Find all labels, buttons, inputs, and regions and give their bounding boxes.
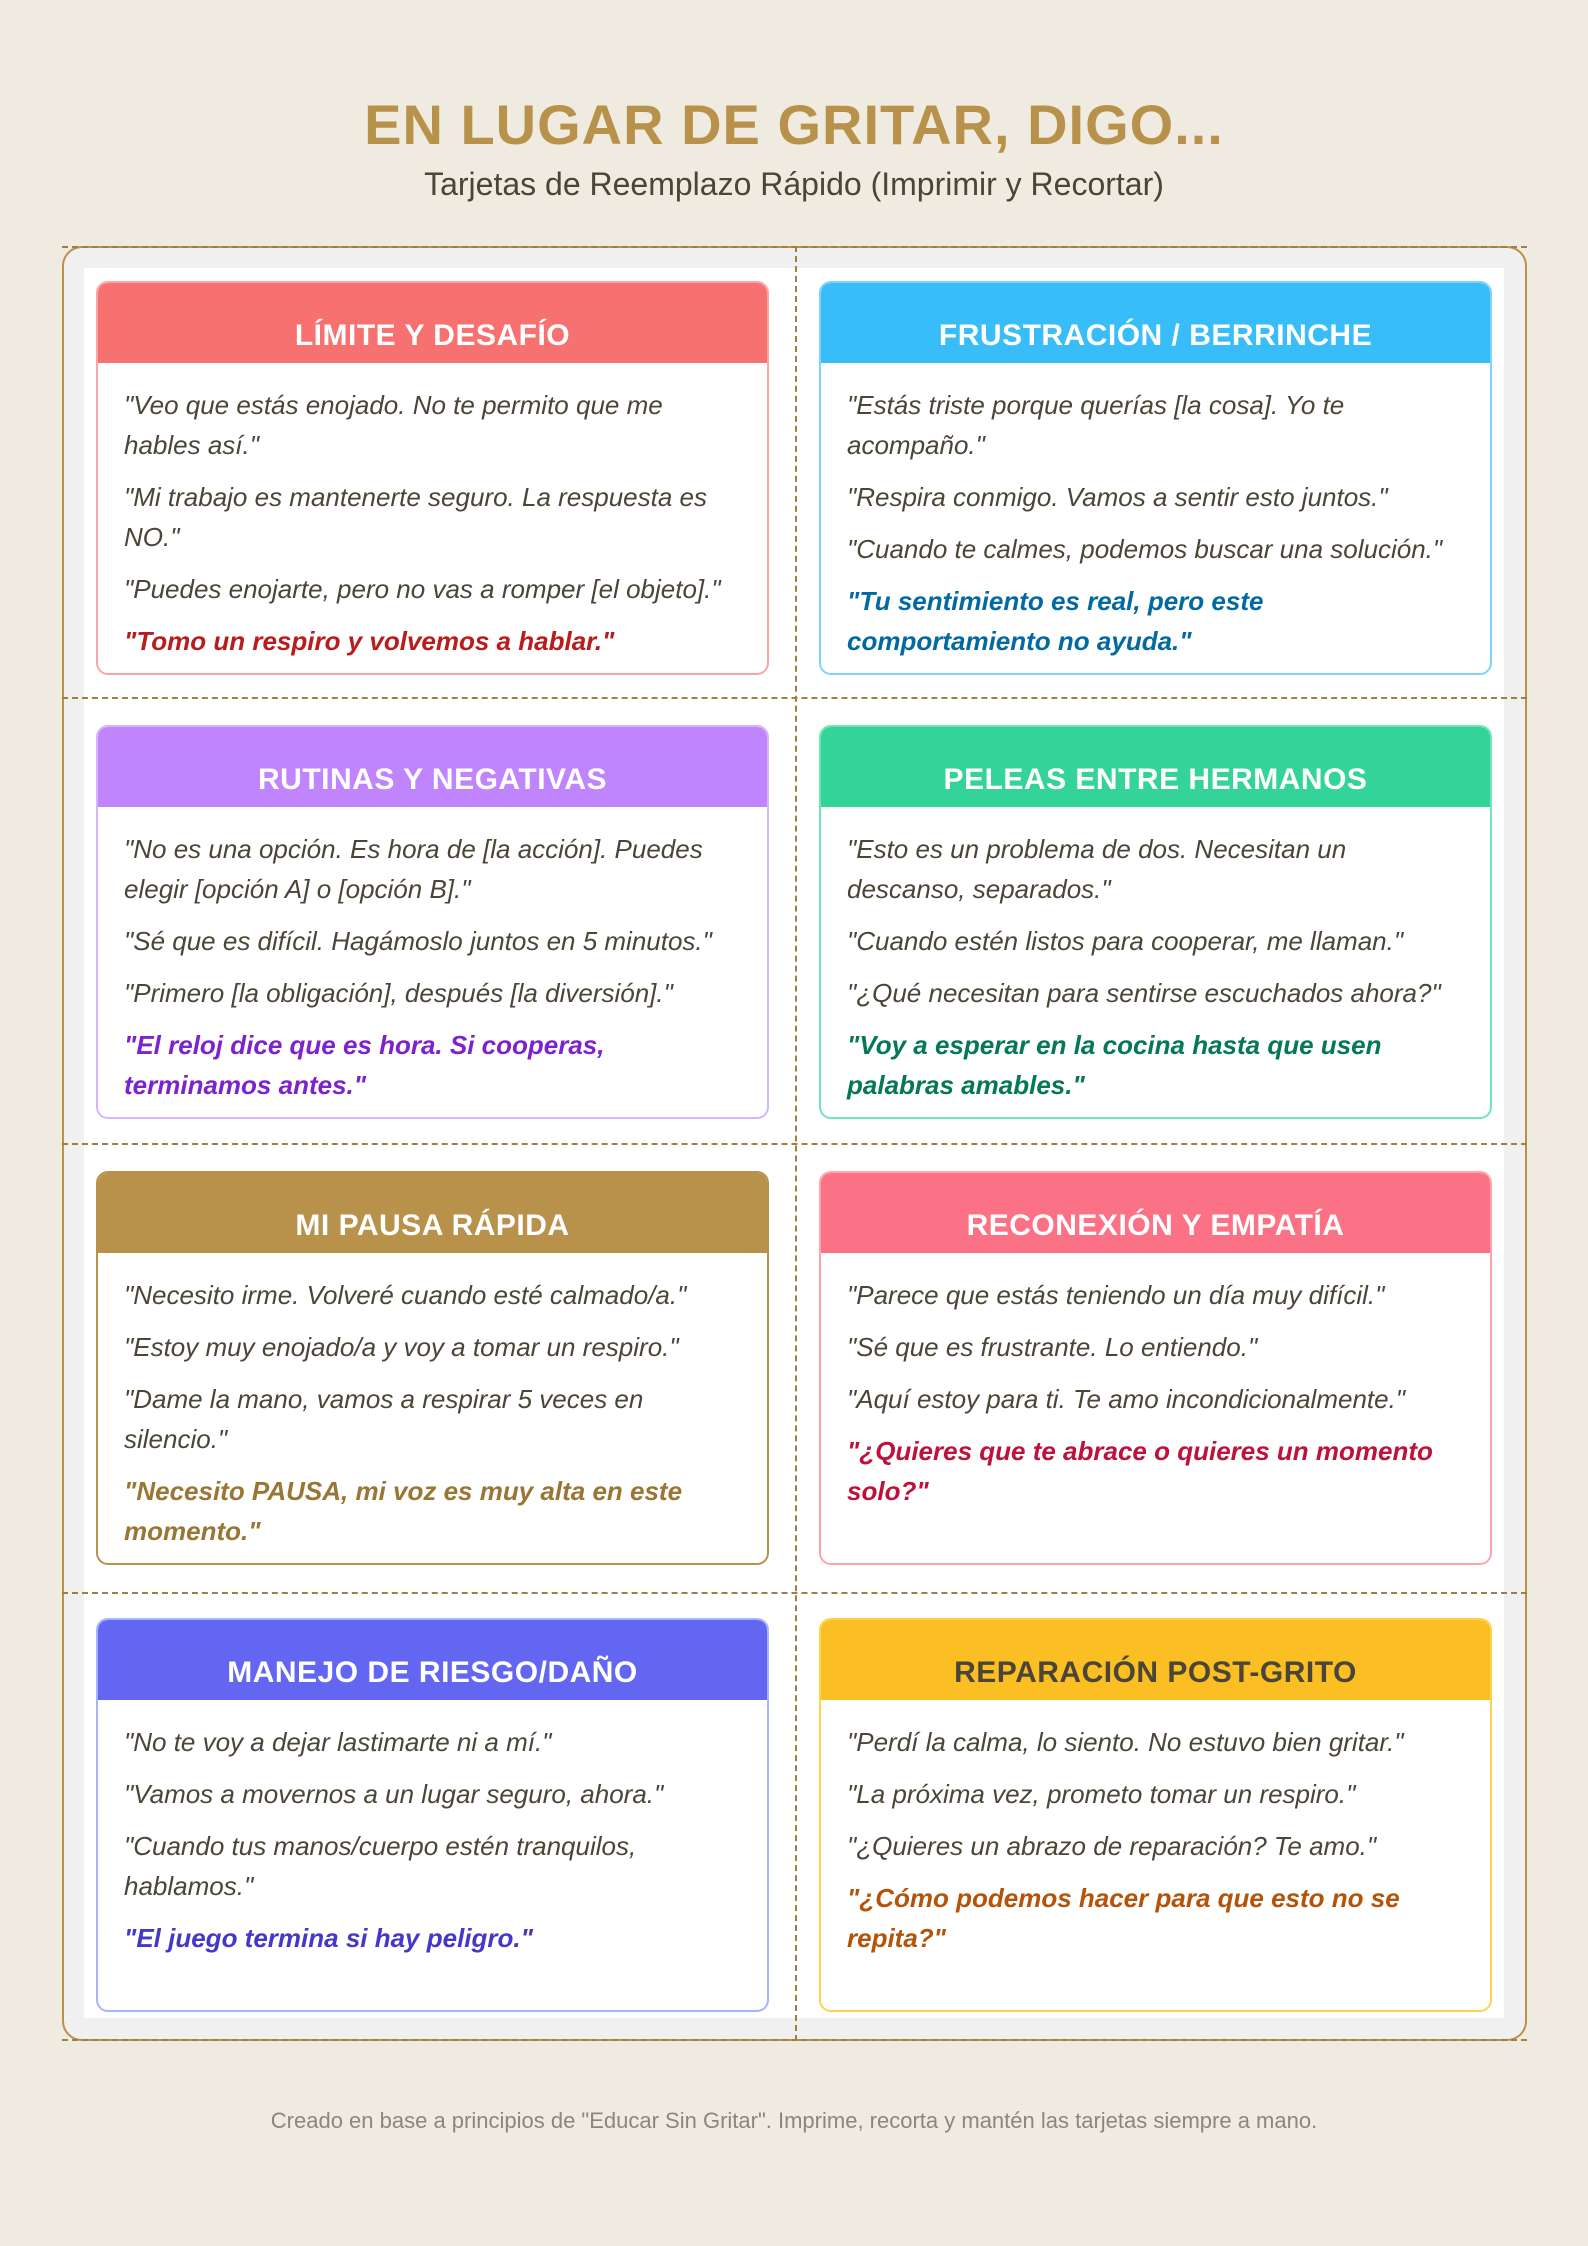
phrase: "Sé que es difícil. Hagámoslo juntos en 5 minutos." [124,926,712,956]
card-body [98,363,767,661]
card-title: REPARACIÓN POST-GRITO [821,1620,1490,1700]
key-phrase: "Tu sentimiento es real, pero este comportamiento no ayuda." [847,586,1264,656]
phrase: "Respira conmigo. Vamos a sentir esto juntos." [847,482,1388,512]
page-subtitle: Tarjetas de Reemplazo Rápido (Imprimir y Recortar) [424,166,1164,202]
card-sheet [62,246,1527,2041]
phrase: "Esto es un problema de dos. Necesitan un descanso, separados." [847,834,1347,904]
footer-note: Creado en base a principios de "Educar Sin Gritar". Imprime, recorta y mantén las tarjetas siempre a mano. [270,2108,1318,2133]
key-phrase: "El reloj dice que es hora. Si cooperas, terminamos antes." [124,1030,605,1100]
phrase: "Cuando tus manos/cuerpo estén tranquilos, hablamos." [124,1831,637,1901]
card-title: PELEAS ENTRE HERMANOS [821,727,1490,807]
phrase: "Sé que es frustrante. Lo entiendo." [847,1332,1258,1362]
phrase: "Perdí la calma, lo siento. No estuvo bien gritar." [847,1727,1404,1757]
phrase-card [96,281,769,675]
card-title: MI PAUSA RÁPIDA [98,1173,767,1253]
card-body [821,807,1490,1105]
phrase: "Vamos a movernos a un lugar seguro, ahora." [124,1779,664,1809]
key-phrase: "Voy a esperar en la cocina hasta que usen palabras amables." [847,1030,1382,1100]
phrase: "Cuando te calmes, podemos buscar una solución." [847,534,1443,564]
phrase: "Estás triste porque querías [la cosa]. Yo te acompaño." [847,390,1345,460]
cut-line-vertical [795,246,797,2041]
phrase: "No es una opción. Es hora de [la acción]. Puedes elegir [opción A] o [opción B]." [124,834,703,904]
phrase: "No te voy a dejar lastimarte ni a mí." [124,1727,552,1757]
phrase-card [819,725,1492,1119]
phrase: "La próxima vez, prometo tomar un respiro." [847,1779,1356,1809]
phrase: "Veo que estás enojado. No te permito que me hables así." [124,390,663,460]
phrase: "¿Quieres un abrazo de reparación? Te amo." [847,1831,1377,1861]
key-phrase: "¿Quieres que te abrace o quieres un momento solo?" [847,1436,1433,1506]
card-body [98,1253,767,1551]
phrase: "Aquí estoy para ti. Te amo incondicionalmente." [847,1384,1406,1414]
phrase-card [96,1618,769,2012]
card-body [821,363,1490,661]
key-phrase: "Necesito PAUSA, mi voz es muy alta en este momento." [124,1476,683,1546]
page-title: EN LUGAR DE GRITAR, DIGO... [364,93,1224,156]
phrase-card [819,281,1492,675]
phrase: "Mi trabajo es mantenerte seguro. La respuesta es NO." [124,482,707,552]
phrase: "Primero [la obligación], después [la diversión]." [124,978,673,1008]
card-title: RECONEXIÓN Y EMPATÍA [821,1173,1490,1253]
card-title: MANEJO DE RIESGO/DAÑO [98,1620,767,1700]
card-body [821,1700,1490,1958]
phrase: "Puedes enojarte, pero no vas a romper [el objeto]." [124,574,721,604]
phrase: "Parece que estás teniendo un día muy difícil." [847,1280,1385,1310]
card-title: FRUSTRACIÓN / BERRINCHE [821,283,1490,363]
phrase: "Estoy muy enojado/a y voy a tomar un respiro." [124,1332,679,1362]
card-body [98,1700,767,1958]
phrase-card [819,1171,1492,1565]
phrase-card [96,1171,769,1565]
key-phrase: "¿Cómo podemos hacer para que esto no se repita?" [847,1883,1400,1953]
key-phrase: "El juego termina si hay peligro." [124,1923,533,1953]
phrase-card [96,725,769,1119]
card-title: LÍMITE Y DESAFÍO [98,283,767,363]
key-phrase: "Tomo un respiro y volvemos a hablar." [124,626,615,656]
phrase: "Necesito irme. Volveré cuando esté calmado/a." [124,1280,687,1310]
phrase: "Cuando estén listos para cooperar, me llaman." [847,926,1404,956]
phrase: "Dame la mano, vamos a respirar 5 veces en silencio." [124,1384,644,1454]
card-body [821,1253,1490,1511]
phrase: "¿Qué necesitan para sentirse escuchados ahora?" [847,978,1441,1008]
phrase-card [819,1618,1492,2012]
card-title: RUTINAS Y NEGATIVAS [98,727,767,807]
card-body [98,807,767,1105]
